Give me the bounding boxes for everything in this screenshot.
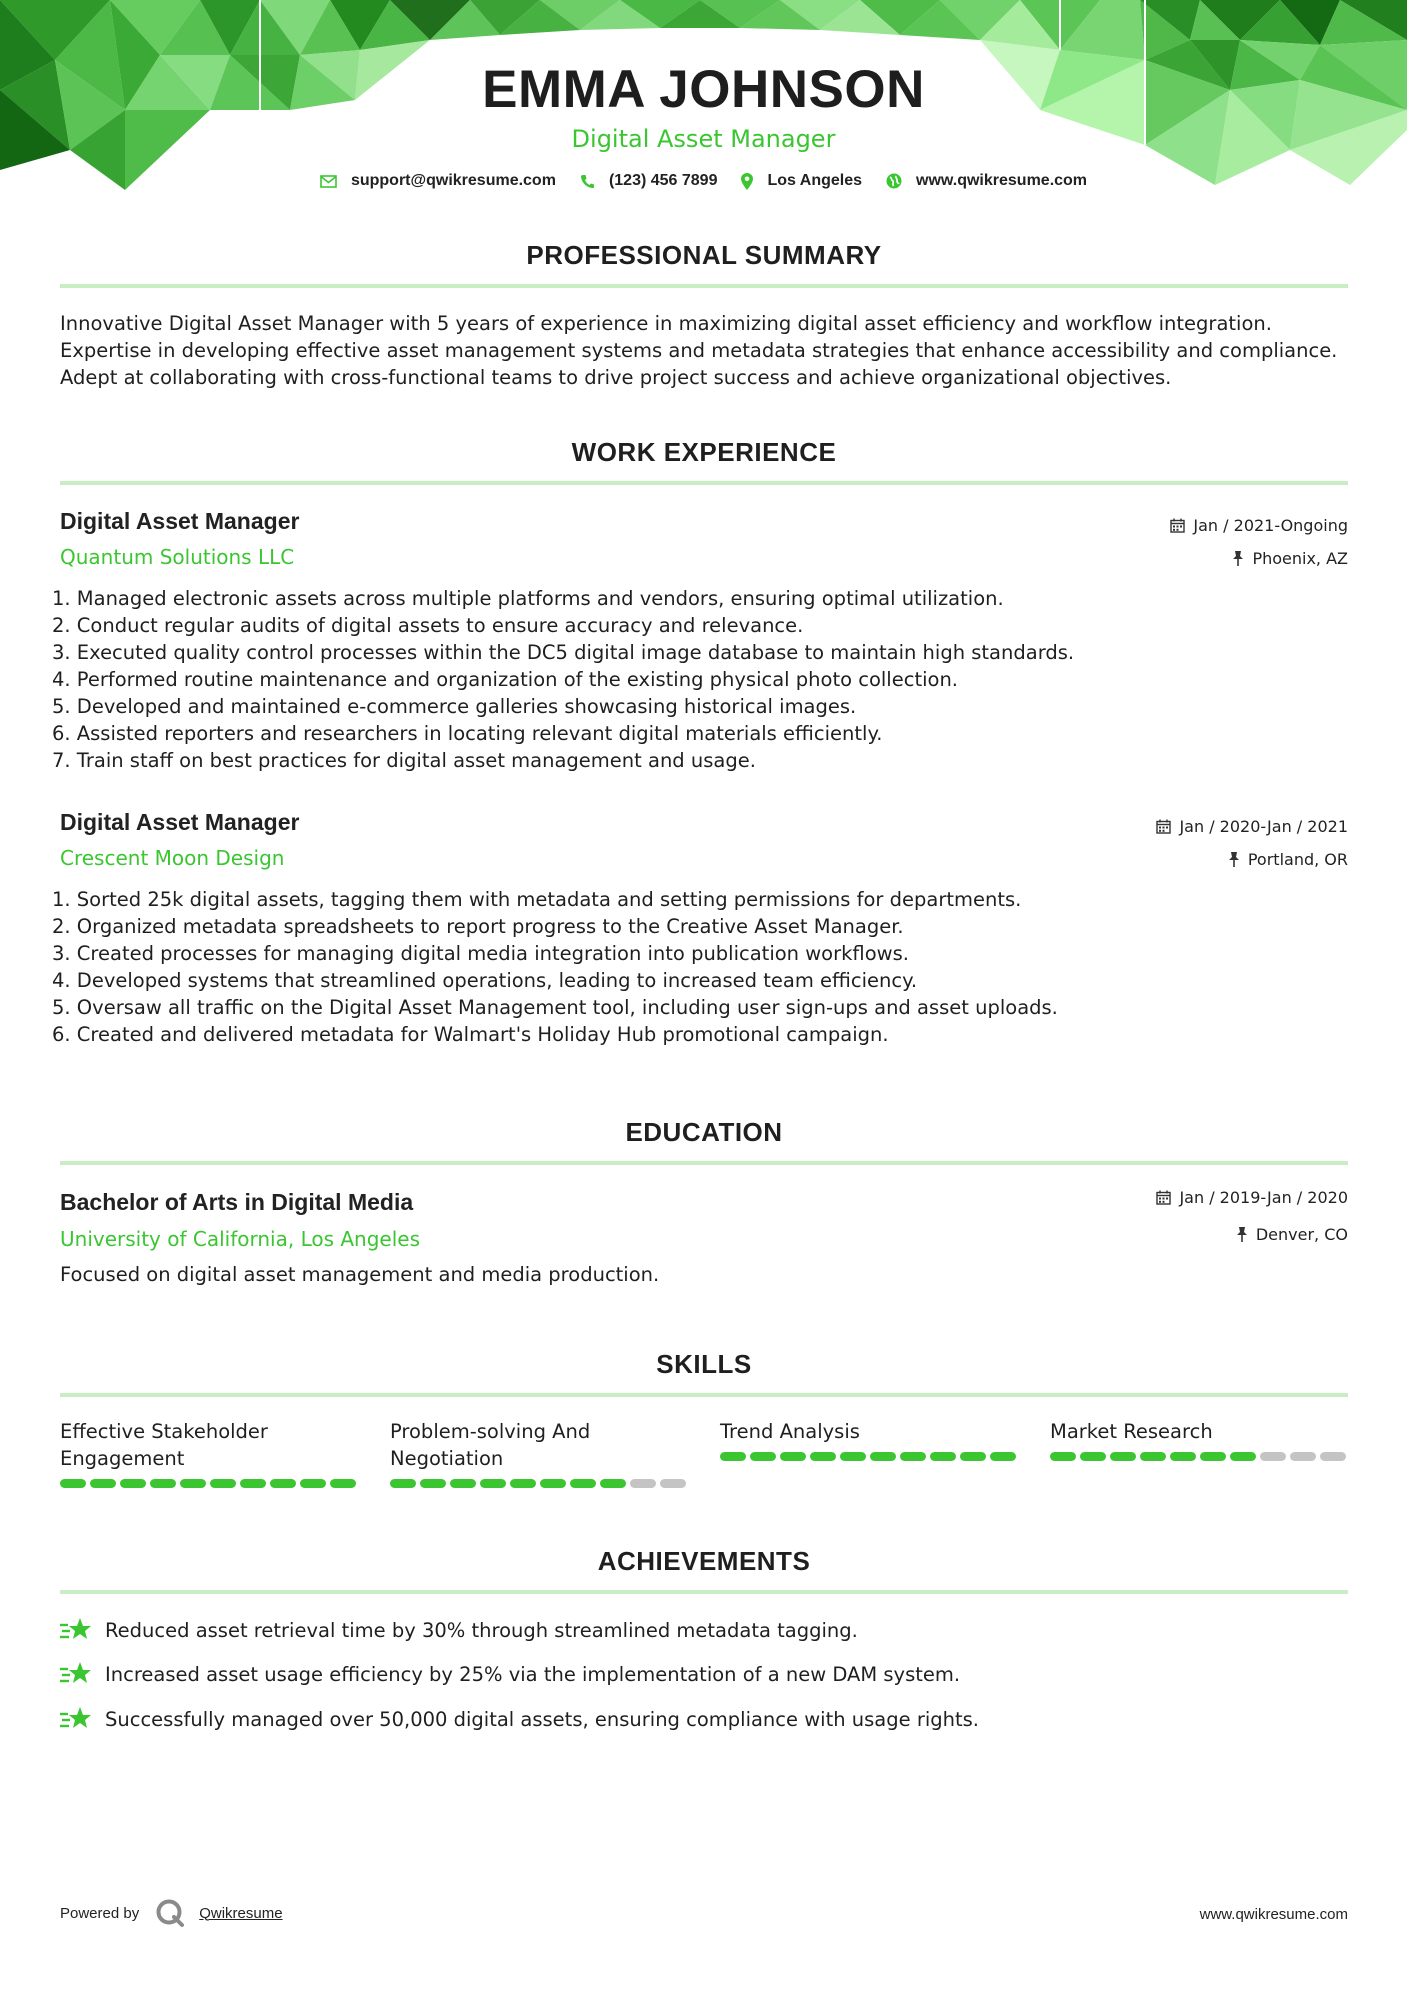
list-item: 5. Developed and maintained e-commerce galleries showcasing historical images. xyxy=(52,695,857,718)
list-item: 1. Managed electronic assets across multiple platforms and vendors, ensuring optimal utilization. xyxy=(52,587,1004,610)
skill-level-bar xyxy=(60,1479,360,1488)
contact-phone[interactable] xyxy=(580,172,718,190)
list-item: 7. Train staff on best practices for digital asset management and usage. xyxy=(52,749,756,772)
skill-dot-filled xyxy=(600,1479,626,1488)
skill-dot-filled xyxy=(240,1479,266,1488)
skill-dot-filled xyxy=(870,1452,896,1461)
candidate-title: Digital Asset Manager xyxy=(571,125,836,153)
contact-email-text: support@qwikresume.com xyxy=(350,172,556,189)
contact-location-text: Los Angeles xyxy=(767,172,863,189)
skill-dot-filled xyxy=(330,1479,356,1488)
skill-dot-empty xyxy=(1320,1452,1346,1461)
skill-dot-empty xyxy=(660,1479,686,1488)
candidate-name: EMMA JOHNSON xyxy=(482,60,925,119)
contact-email[interactable] xyxy=(320,172,556,190)
envelope-icon xyxy=(320,175,337,188)
job-date xyxy=(1156,817,1348,836)
summary-text xyxy=(60,310,1350,391)
skill-dot-filled xyxy=(150,1479,176,1488)
achievement-text: Successfully managed over 50,000 digital assets, ensuring compliance with usage rights. xyxy=(105,1707,979,1731)
achievements-divider xyxy=(60,1590,1348,1594)
contact-website-text: www.qwikresume.com xyxy=(916,172,1088,189)
achievements-heading: ACHIEVEMENTS xyxy=(597,1546,811,1576)
job-date-text: Jan / 2021-Ongoing xyxy=(1193,516,1348,535)
skill-dot-filled xyxy=(510,1479,536,1488)
job-location xyxy=(1232,549,1348,568)
skill-dot-filled xyxy=(1050,1452,1076,1461)
job-responsibilities xyxy=(52,585,1352,774)
skill-dot-filled xyxy=(810,1452,836,1461)
pin-icon xyxy=(1236,1227,1248,1242)
list-item: 3. Created processes for managing digital media integration into publication workflows. xyxy=(52,942,909,965)
job-title: Digital Asset Manager xyxy=(60,508,300,534)
skill-dot-filled xyxy=(840,1452,866,1461)
achievement-item xyxy=(60,1705,979,1733)
skill-name xyxy=(60,1418,360,1472)
experience-heading: WORK EXPERIENCE xyxy=(571,437,837,467)
skill-name xyxy=(720,1418,1020,1445)
skill-dot-filled xyxy=(1110,1452,1136,1461)
achievement-item xyxy=(60,1660,960,1688)
calendar-icon xyxy=(1170,518,1185,533)
list-item: 5. Oversaw all traffic on the Digital Asset Management tool, including user sign-ups and asset uploads. xyxy=(52,996,1058,1019)
job-title: Digital Asset Manager xyxy=(60,809,300,835)
achievement-text: Reduced asset retrieval time by 30% through streamlined metadata tagging. xyxy=(105,1618,858,1642)
skills-heading: SKILLS xyxy=(656,1349,752,1379)
list-item: 6. Created and delivered metadata for Walmart's Holiday Hub promotional campaign. xyxy=(52,1023,889,1046)
list-item: 6. Assisted reporters and researchers in locating relevant digital materials efficiently. xyxy=(52,722,883,745)
skill-dot-filled xyxy=(780,1452,806,1461)
achievement-item xyxy=(60,1616,858,1644)
qwikresume-link[interactable]: Qwikresume xyxy=(199,1904,283,1922)
skill-dot-filled xyxy=(90,1479,116,1488)
shooting-star-icon xyxy=(60,1660,92,1688)
skill-dot-filled xyxy=(390,1479,416,1488)
skill-dot-filled xyxy=(900,1452,926,1461)
summary-line: Adept at collaborating with cross-functional teams to drive project success and achieve organizational objectives. xyxy=(60,366,1172,389)
skill-dot-filled xyxy=(120,1479,146,1488)
contact-phone-text: (123) 456 7899 xyxy=(608,172,718,189)
education-divider xyxy=(60,1161,1348,1165)
pin-icon xyxy=(1232,551,1244,566)
job-location xyxy=(1228,850,1348,869)
shooting-star-icon xyxy=(60,1705,92,1733)
summary-line: Expertise in developing effective asset management systems and metadata strategies that enhance accessibility and compliance. xyxy=(60,339,1338,362)
contact-website[interactable] xyxy=(886,172,1087,190)
skill-name-line: Negotiation xyxy=(390,1447,504,1470)
skill-item xyxy=(1050,1418,1350,1488)
globe-icon xyxy=(886,173,902,189)
skill-dot-filled xyxy=(480,1479,506,1488)
skill-dot-filled xyxy=(930,1452,956,1461)
school-name: University of California, Los Angeles xyxy=(60,1227,421,1251)
skill-dot-filled xyxy=(570,1479,596,1488)
skill-dot-filled xyxy=(300,1479,326,1488)
education-date xyxy=(1156,1188,1348,1207)
skill-dot-filled xyxy=(990,1452,1016,1461)
summary-divider xyxy=(60,284,1348,288)
qwikresume-logo-icon xyxy=(155,1898,185,1928)
skill-dot-filled xyxy=(1200,1452,1226,1461)
achievement-text: Increased asset usage efficiency by 25% via the implementation of a new DAM system. xyxy=(105,1662,961,1686)
list-item: 4. Developed systems that streamlined operations, leading to increased team efficiency. xyxy=(52,969,918,992)
skill-dot-filled xyxy=(210,1479,236,1488)
job-location-text: Portland, OR xyxy=(1247,850,1348,869)
skill-name-line: Trend Analysis xyxy=(720,1420,860,1443)
map-marker-icon xyxy=(741,173,753,190)
summary-line: Innovative Digital Asset Manager with 5 years of experience in maximizing digital asset efficiency and workflow integration. xyxy=(60,312,1272,335)
job-company: Crescent Moon Design xyxy=(60,846,285,870)
skill-name-line: Market Research xyxy=(1050,1420,1213,1443)
skill-level-bar xyxy=(390,1479,690,1488)
job-responsibilities xyxy=(52,886,1352,1048)
skill-dot-filled xyxy=(1080,1452,1106,1461)
skill-dot-filled xyxy=(180,1479,206,1488)
degree-title: Bachelor of Arts in Digital Media xyxy=(60,1189,414,1215)
education-heading: EDUCATION xyxy=(625,1117,783,1147)
skill-name xyxy=(1050,1418,1350,1445)
skill-dot-empty xyxy=(630,1479,656,1488)
skill-dot-filled xyxy=(960,1452,986,1461)
skill-name-line: Engagement xyxy=(60,1447,185,1470)
skill-dot-filled xyxy=(420,1479,446,1488)
skill-name-line: Effective Stakeholder xyxy=(60,1420,268,1443)
skill-dot-filled xyxy=(1170,1452,1196,1461)
skill-dot-filled xyxy=(720,1452,746,1461)
skill-dot-filled xyxy=(540,1479,566,1488)
phone-icon xyxy=(580,174,595,189)
skill-item xyxy=(390,1418,690,1488)
list-item: 3. Executed quality control processes within the DC5 digital image database to maintain high standards. xyxy=(52,641,1075,664)
footer-website[interactable]: www.qwikresume.com xyxy=(1199,1906,1348,1923)
education-location-text: Denver, CO xyxy=(1255,1225,1348,1244)
job-company: Quantum Solutions LLC xyxy=(60,545,295,569)
skills-divider xyxy=(60,1393,1348,1397)
skill-level-bar xyxy=(720,1452,1020,1461)
skill-dot-filled xyxy=(1140,1452,1166,1461)
list-item: 4. Performed routine maintenance and organization of the existing physical photo collection. xyxy=(52,668,958,691)
list-item: 1. Sorted 25k digital assets, tagging them with metadata and setting permissions for departments. xyxy=(52,888,1022,911)
skill-dot-filled xyxy=(270,1479,296,1488)
skill-dot-filled xyxy=(750,1452,776,1461)
list-item: 2. Organized metadata spreadsheets to report progress to the Creative Asset Manager. xyxy=(52,915,904,938)
skill-dot-filled xyxy=(450,1479,476,1488)
powered-by-label: Powered by xyxy=(60,1904,140,1922)
skill-dot-filled xyxy=(60,1479,86,1488)
skill-dot-filled xyxy=(1230,1452,1256,1461)
contact-location xyxy=(741,172,862,190)
education-description: Focused on digital asset management and media production. xyxy=(60,1263,660,1286)
pin-icon xyxy=(1228,852,1240,867)
calendar-icon xyxy=(1156,819,1171,834)
job-date xyxy=(1170,516,1348,535)
job-location-text: Phoenix, AZ xyxy=(1252,549,1348,568)
skill-level-bar xyxy=(1050,1452,1350,1461)
skill-dot-empty xyxy=(1290,1452,1316,1461)
skill-item xyxy=(60,1418,360,1488)
skills-grid xyxy=(60,1418,1350,1488)
list-item: 2. Conduct regular audits of digital assets to ensure accuracy and relevance. xyxy=(52,614,804,637)
education-location xyxy=(1236,1225,1348,1244)
skill-item xyxy=(720,1418,1020,1488)
summary-heading: PROFESSIONAL SUMMARY xyxy=(526,240,882,270)
contact-bar xyxy=(0,172,1407,190)
skill-name xyxy=(390,1418,690,1472)
resume-header xyxy=(0,58,1407,154)
shooting-star-icon xyxy=(60,1616,92,1644)
calendar-icon xyxy=(1156,1190,1171,1205)
footer-powered-by xyxy=(60,1898,283,1928)
job-date-text: Jan / 2020-Jan / 2021 xyxy=(1179,817,1348,836)
experience-divider xyxy=(60,481,1348,485)
skill-dot-empty xyxy=(1260,1452,1286,1461)
skill-name-line: Problem-solving And xyxy=(390,1420,591,1443)
education-date-text: Jan / 2019-Jan / 2020 xyxy=(1179,1188,1348,1207)
